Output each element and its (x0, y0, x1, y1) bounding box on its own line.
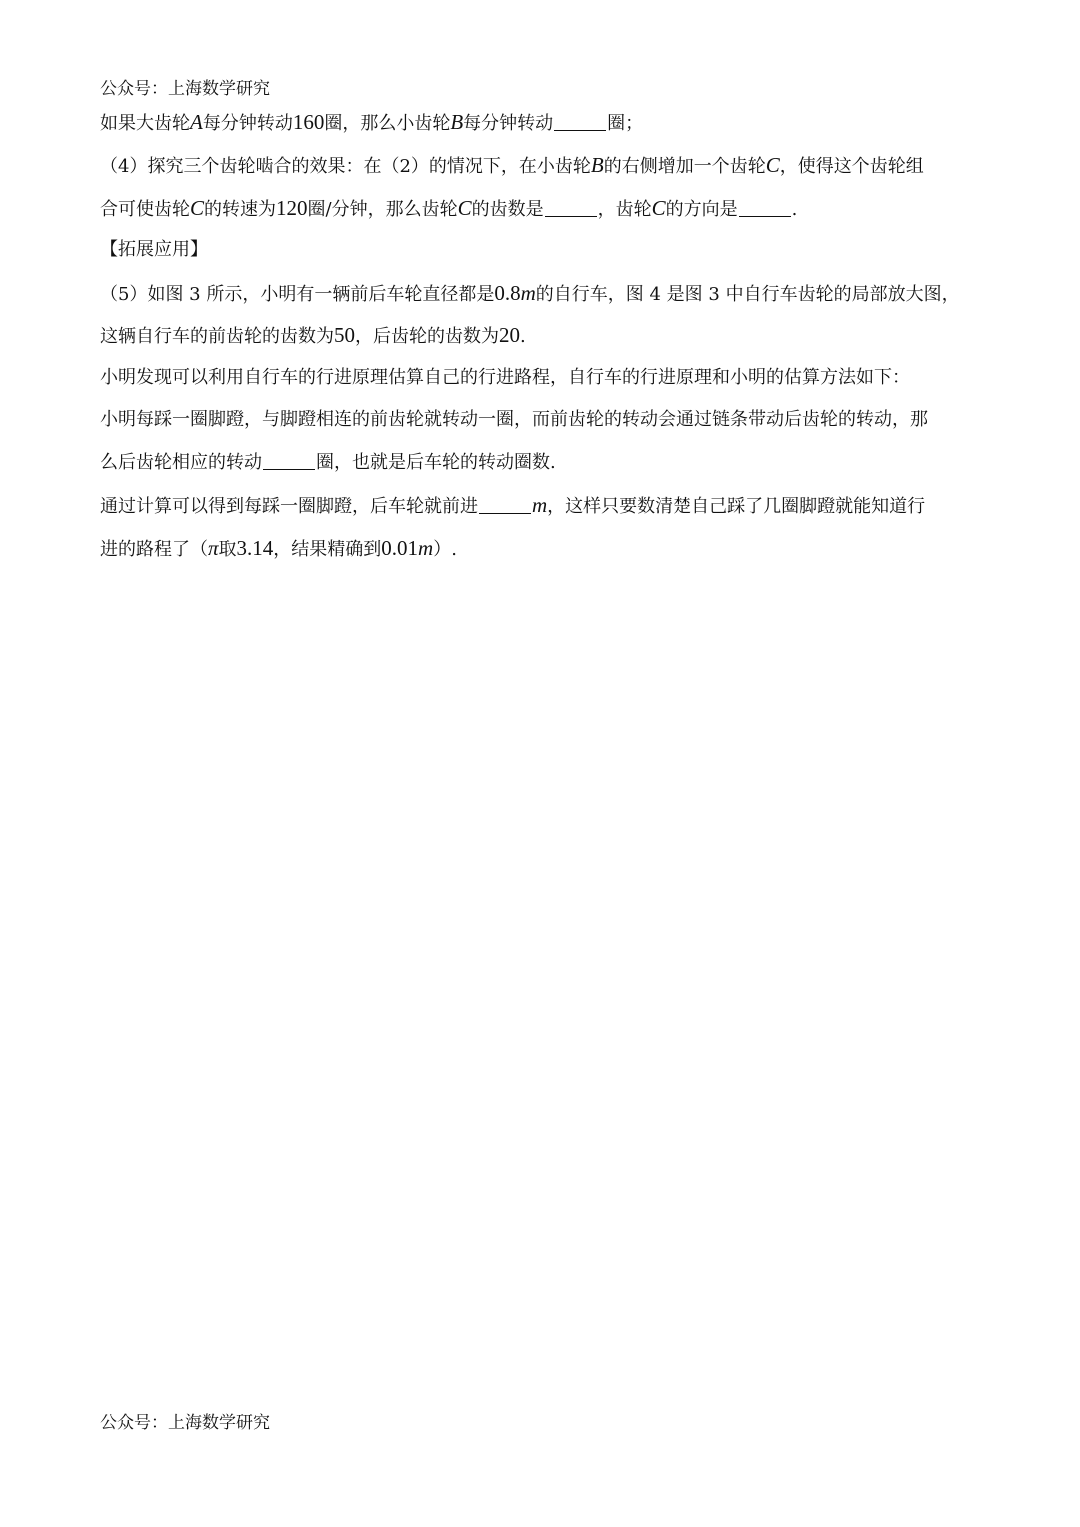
text-run: （4）探究三个齿轮啮合的效果：在（2）的情况下，在小齿轮 (100, 156, 591, 177)
text-run: 的齿数是 (471, 199, 544, 220)
var-B: B (450, 110, 464, 134)
text-line-3 (100, 196, 797, 222)
text-run: 取 (218, 539, 237, 560)
answer-blank (554, 112, 606, 131)
text-run: . (791, 199, 798, 220)
text-line-11 (100, 536, 457, 562)
number-0-8: 0.8 (494, 281, 521, 305)
text-line-5 (100, 281, 960, 307)
text-run: 如果大齿轮 (100, 113, 190, 134)
number-160: 160 (292, 110, 325, 134)
pi-symbol: π (208, 536, 219, 560)
answer-blank (739, 198, 791, 217)
unit-m: m (418, 536, 434, 560)
text-line-7 (100, 366, 910, 390)
text-run: 的右侧增加一个齿轮 (603, 156, 766, 177)
text-run: 合可使齿轮 (100, 199, 190, 220)
number-120: 120 (276, 196, 308, 220)
text-run: 的转速为 (204, 199, 277, 220)
text-run: （5）如图 3 所示，小明有一辆前后车轮直径都是 (100, 284, 495, 305)
text-run: ，使得这个齿轮组 (779, 156, 924, 177)
text-run: ，结果精确到 (273, 539, 382, 560)
var-C: C (765, 153, 780, 177)
section-heading (100, 238, 208, 262)
number-3-14: 3.14 (236, 536, 274, 560)
text-line-9 (100, 451, 556, 475)
text-run: 圈； (607, 113, 644, 134)
text-run: ，后齿轮的齿数为 (355, 326, 499, 347)
text-run: . (520, 326, 526, 347)
number-20: 20 (499, 323, 520, 347)
text-run: 每分钟转动 (202, 113, 293, 134)
answer-blank (263, 451, 315, 470)
text-run: 小明每踩一圈脚蹬，与脚蹬相连的前齿轮就转动一圈，而前齿轮的转动会通过链条带动后齿轮的转动，那 (100, 409, 928, 430)
text-run: ，这样只要数清楚自己踩了几圈脚蹬就能知道行 (547, 496, 926, 517)
text-line-1 (100, 110, 643, 136)
text-run: 么后齿轮相应的转动 (100, 452, 262, 473)
var-B: B (590, 153, 604, 177)
text-run: 圈，那么小齿轮 (324, 113, 451, 134)
text-run: 的方向是 (665, 199, 738, 220)
page-header: 公众号：上海数学研究 (100, 79, 270, 99)
unit-m: m (520, 281, 536, 305)
text-run: 进的路程了（ (100, 539, 208, 560)
text-line-6 (100, 323, 526, 349)
text-run: 通过计算可以得到每踩一圈脚蹬，后车轮就前进 (100, 496, 478, 517)
page-footer: 公众号：上海数学研究 (100, 1413, 270, 1433)
text-run: 这辆自行车的前齿轮的齿数为 (100, 326, 334, 347)
var-C: C (651, 196, 666, 220)
text-run: ，齿轮 (597, 199, 652, 220)
var-C: C (190, 196, 205, 220)
text-run: 【拓展应用】 (100, 239, 208, 260)
text-line-10 (100, 493, 925, 519)
text-run: 的自行车，图 4 是图 3 中自行车齿轮的局部放大图， (535, 284, 960, 305)
unit-m: m (532, 493, 548, 517)
answer-blank (479, 495, 531, 514)
text-line-2 (100, 153, 924, 179)
text-run: 圈/分钟，那么齿轮 (307, 199, 458, 220)
text-run: ）. (433, 539, 457, 560)
var-C: C (457, 196, 472, 220)
number-0-01: 0.01 (381, 536, 419, 560)
var-A: A (190, 110, 203, 134)
answer-blank (545, 198, 597, 217)
text-run: 圈，也就是后车轮的转动圈数. (316, 452, 556, 473)
text-line-8 (100, 408, 928, 432)
text-run: 每分钟转动 (463, 113, 554, 134)
text-run: 小明发现可以利用自行车的行进原理估算自己的行进路程，自行车的行进原理和小明的估算方法如下： (100, 367, 910, 388)
number-50: 50 (334, 323, 355, 347)
